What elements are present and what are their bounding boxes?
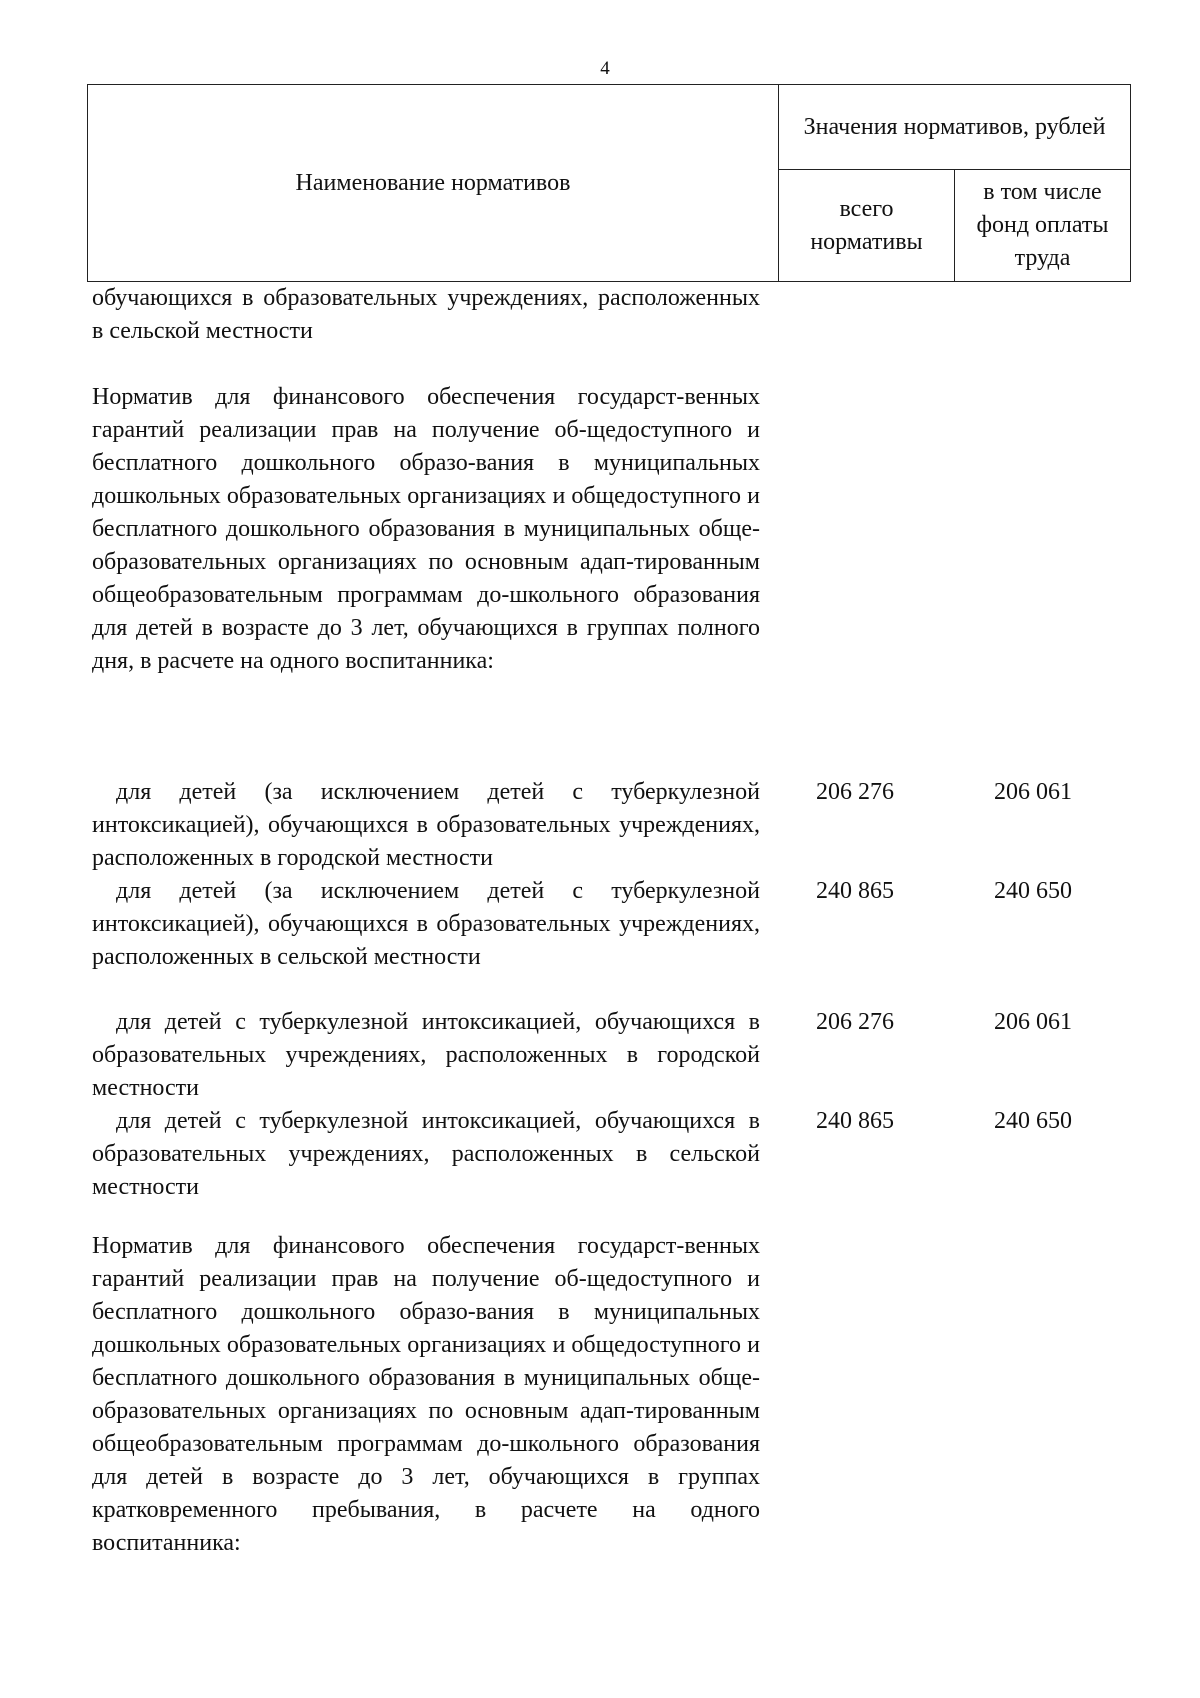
row-text-urban-no-tb: для детей (за исключением детей с туберкулезной интоксикацией), обучающихся в образовательных учреждениях, расположенных в городской местности bbox=[92, 779, 760, 871]
header-total-column: всего нормативы bbox=[779, 170, 955, 282]
header-values-column: Значения нормативов, рублей bbox=[779, 85, 1131, 170]
normative-heading-full-day: Норматив для финансового обеспечения государст-венных гарантий реализации прав на получение об-щедоступного и бесплатного дошкольного образо-вания в муниципальных дошкольных образовательных организациях и общедоступного и бесплатного дошкольного образования в муниципальных обще-образовательных организациях по основным адап-тированным общеобразовательным программам до-школьного образования для детей в возрасте до 3 лет, обучающихся в группах полного дня, в расчете на одного воспитанника: bbox=[92, 384, 760, 674]
page-number: 4 bbox=[600, 58, 610, 79]
header-payroll-column: в том числе фонд оплаты труда bbox=[955, 170, 1131, 282]
header-name-column: Наименование нормативов bbox=[88, 85, 779, 282]
row-text-rural-no-tb: для детей (за исключением детей с туберкулезной интоксикацией), обучающихся в образовательных учреждениях, расположенных в сельской местности bbox=[92, 878, 760, 970]
normative-heading-short-stay: Норматив для финансового обеспечения государст-венных гарантий реализации прав на получение об-щедоступного и бесплатного дошкольного образо-вания в муниципальных дошкольных образовательных организациях и общедоступного и бесплатного дошкольного образования в муниципальных обще-образовательных организациях по основным адап-тированным общеобразовательным программам до-школьного образования для детей в возрасте до 3 лет, обучающихся в группах кратковременного пребывания, в расчете на одного воспитанника: bbox=[92, 1233, 760, 1556]
row-payroll-rural-tb: 240 650 bbox=[994, 1108, 1072, 1134]
continued-row-text: обучающихся в образовательных учреждениях, расположенных в сельской местности bbox=[92, 285, 760, 344]
row-total-rural-no-tb: 240 865 bbox=[816, 878, 894, 904]
row-total-urban-no-tb: 206 276 bbox=[816, 779, 894, 805]
row-text-rural-tb: для детей с туберкулезной интоксикацией, обучающихся в образовательных учреждениях, расположенных в сельской местности bbox=[92, 1108, 760, 1200]
row-total-urban-tb: 206 276 bbox=[816, 1009, 894, 1035]
row-total-rural-tb: 240 865 bbox=[816, 1108, 894, 1134]
table-header bbox=[87, 84, 1131, 282]
row-payroll-urban-no-tb: 206 061 bbox=[994, 779, 1072, 805]
row-text-urban-tb: для детей с туберкулезной интоксикацией, обучающихся в образовательных учреждениях, расположенных в городской местности bbox=[92, 1009, 760, 1101]
row-payroll-rural-no-tb: 240 650 bbox=[994, 878, 1072, 904]
row-payroll-urban-tb: 206 061 bbox=[994, 1009, 1072, 1035]
